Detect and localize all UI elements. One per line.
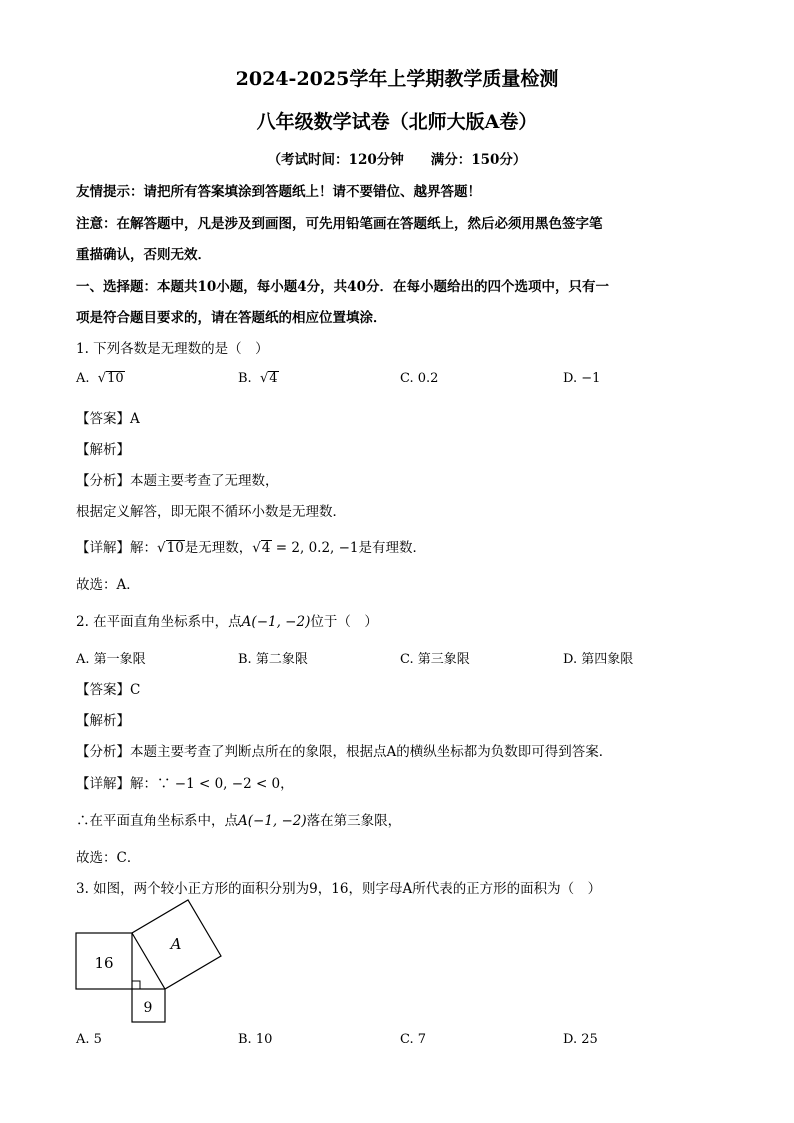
q1-option-d: D. −1: [563, 371, 601, 386]
q2-analysis: 【分析】本题主要考查了判断点所在的象限，根据点A的横纵坐标都为负数即可得到答案．: [76, 744, 613, 760]
exam-subtitle-title: 八年级数学试卷（北师大版A卷）: [256, 111, 538, 133]
right-angle-icon: [132, 981, 140, 989]
sqrt-icon: √: [157, 540, 166, 556]
q2-option-b: B. 第二象限: [238, 652, 308, 667]
q2-jiexi-label: 【解析】: [76, 713, 130, 729]
q1-detail-sqrt-2: 4: [261, 540, 271, 556]
section-heading-line-1: 一、选择题：本题共10小题，每小题4分，共40分．在每小题给出的四个选项中，只有一: [76, 279, 609, 295]
q3-option-c: C. 7: [400, 1032, 427, 1047]
q1-stem: 1. 下列各数是无理数的是（ ）: [76, 341, 269, 357]
q3-stem: 3. 如图，两个较小正方形的面积分别为9，16，则字母A所代表的正方形的面积为（ ）: [76, 881, 602, 897]
sqrt-icon: √: [93, 371, 107, 386]
q2-choose: 故选：C．: [76, 850, 141, 866]
exam-title: 2024-2025学年上学期教学质量检测: [235, 68, 559, 90]
q1-detail-rest: = 2, 0.2, −1: [271, 540, 359, 556]
q2-therefore-point: A(−1, −2): [238, 813, 307, 829]
sqrt-icon: √: [252, 540, 261, 556]
q2-therefore-prefix: ∴在平面直角坐标系中，点: [76, 813, 238, 829]
q2-option-c: C. 第三象限: [400, 652, 470, 667]
notice-line-2: 重描确认，否则无效．: [76, 247, 211, 263]
q2-stem: [76, 610, 378, 630]
q1-detail-mid: 是无理数，: [184, 540, 253, 556]
section-heading-line-2: 项是符合题目要求的，请在答题纸的相应位置填涂．: [76, 310, 387, 326]
q1-detail-end: 是有理数．: [358, 540, 427, 556]
q2-detail: 【详解】解：∵ −1 < 0, −2 < 0，: [76, 776, 294, 792]
q3-option-a: A. 5: [76, 1032, 102, 1047]
q2-stem-prefix: 2. 在平面直角坐标系中，点: [76, 614, 242, 630]
q1-analysis: 【分析】本题主要考查了无理数，: [76, 473, 279, 489]
label-9: 9: [143, 1000, 153, 1016]
q1-option-a-value: 10: [107, 371, 124, 386]
label-16: 16: [94, 954, 114, 972]
label-a: A: [170, 935, 182, 953]
q1-answer: 【答案】A: [76, 411, 140, 427]
friendly-tip: 友情提示：请把所有答案填涂到答题纸上！请不要错位、越界答题！: [76, 184, 481, 200]
q1-option-c: C. 0.2: [400, 371, 439, 386]
q1-option-b: [238, 371, 279, 386]
q2-therefore-suffix: 落在第三象限，: [306, 813, 402, 829]
q1-analysis-2: 根据定义解答，即无限不循环小数是无理数．: [76, 504, 346, 520]
q2-answer: 【答案】C: [76, 682, 141, 698]
q2-option-d: D. 第四象限: [563, 652, 634, 667]
q1-option-a: [76, 371, 125, 386]
exam-time-info: （考试时间：120分钟 满分：150分）: [267, 152, 527, 168]
q3-option-d: D. 25: [563, 1032, 598, 1047]
q2-stem-suffix: 位于（ ）: [310, 614, 378, 630]
q1-choose: 故选：A．: [76, 577, 140, 593]
q3-option-b: B. 10: [238, 1032, 273, 1047]
q1-detail-sqrt-1: 10: [166, 540, 184, 556]
q2-therefore: [76, 809, 401, 829]
q1-jiexi-label: 【解析】: [76, 442, 130, 458]
q1-detail-prefix: 【详解】解：: [76, 540, 157, 556]
q1-detail: [76, 536, 426, 556]
q2-option-a: A. 第一象限: [76, 652, 146, 667]
q1-option-b-value: 4: [269, 371, 278, 386]
notice-line-1: 注意：在解答题中，凡是涉及到画图，可先用铅笔画在答题纸上，然后必须用黑色签字笔: [76, 216, 603, 232]
sqrt-icon: √: [255, 371, 269, 386]
q1-option-a-label: A.: [76, 371, 90, 386]
q3-squares-figure: [70, 895, 230, 1030]
q1-option-b-label: B.: [238, 371, 252, 386]
q2-stem-point: A(−1, −2): [241, 614, 311, 630]
